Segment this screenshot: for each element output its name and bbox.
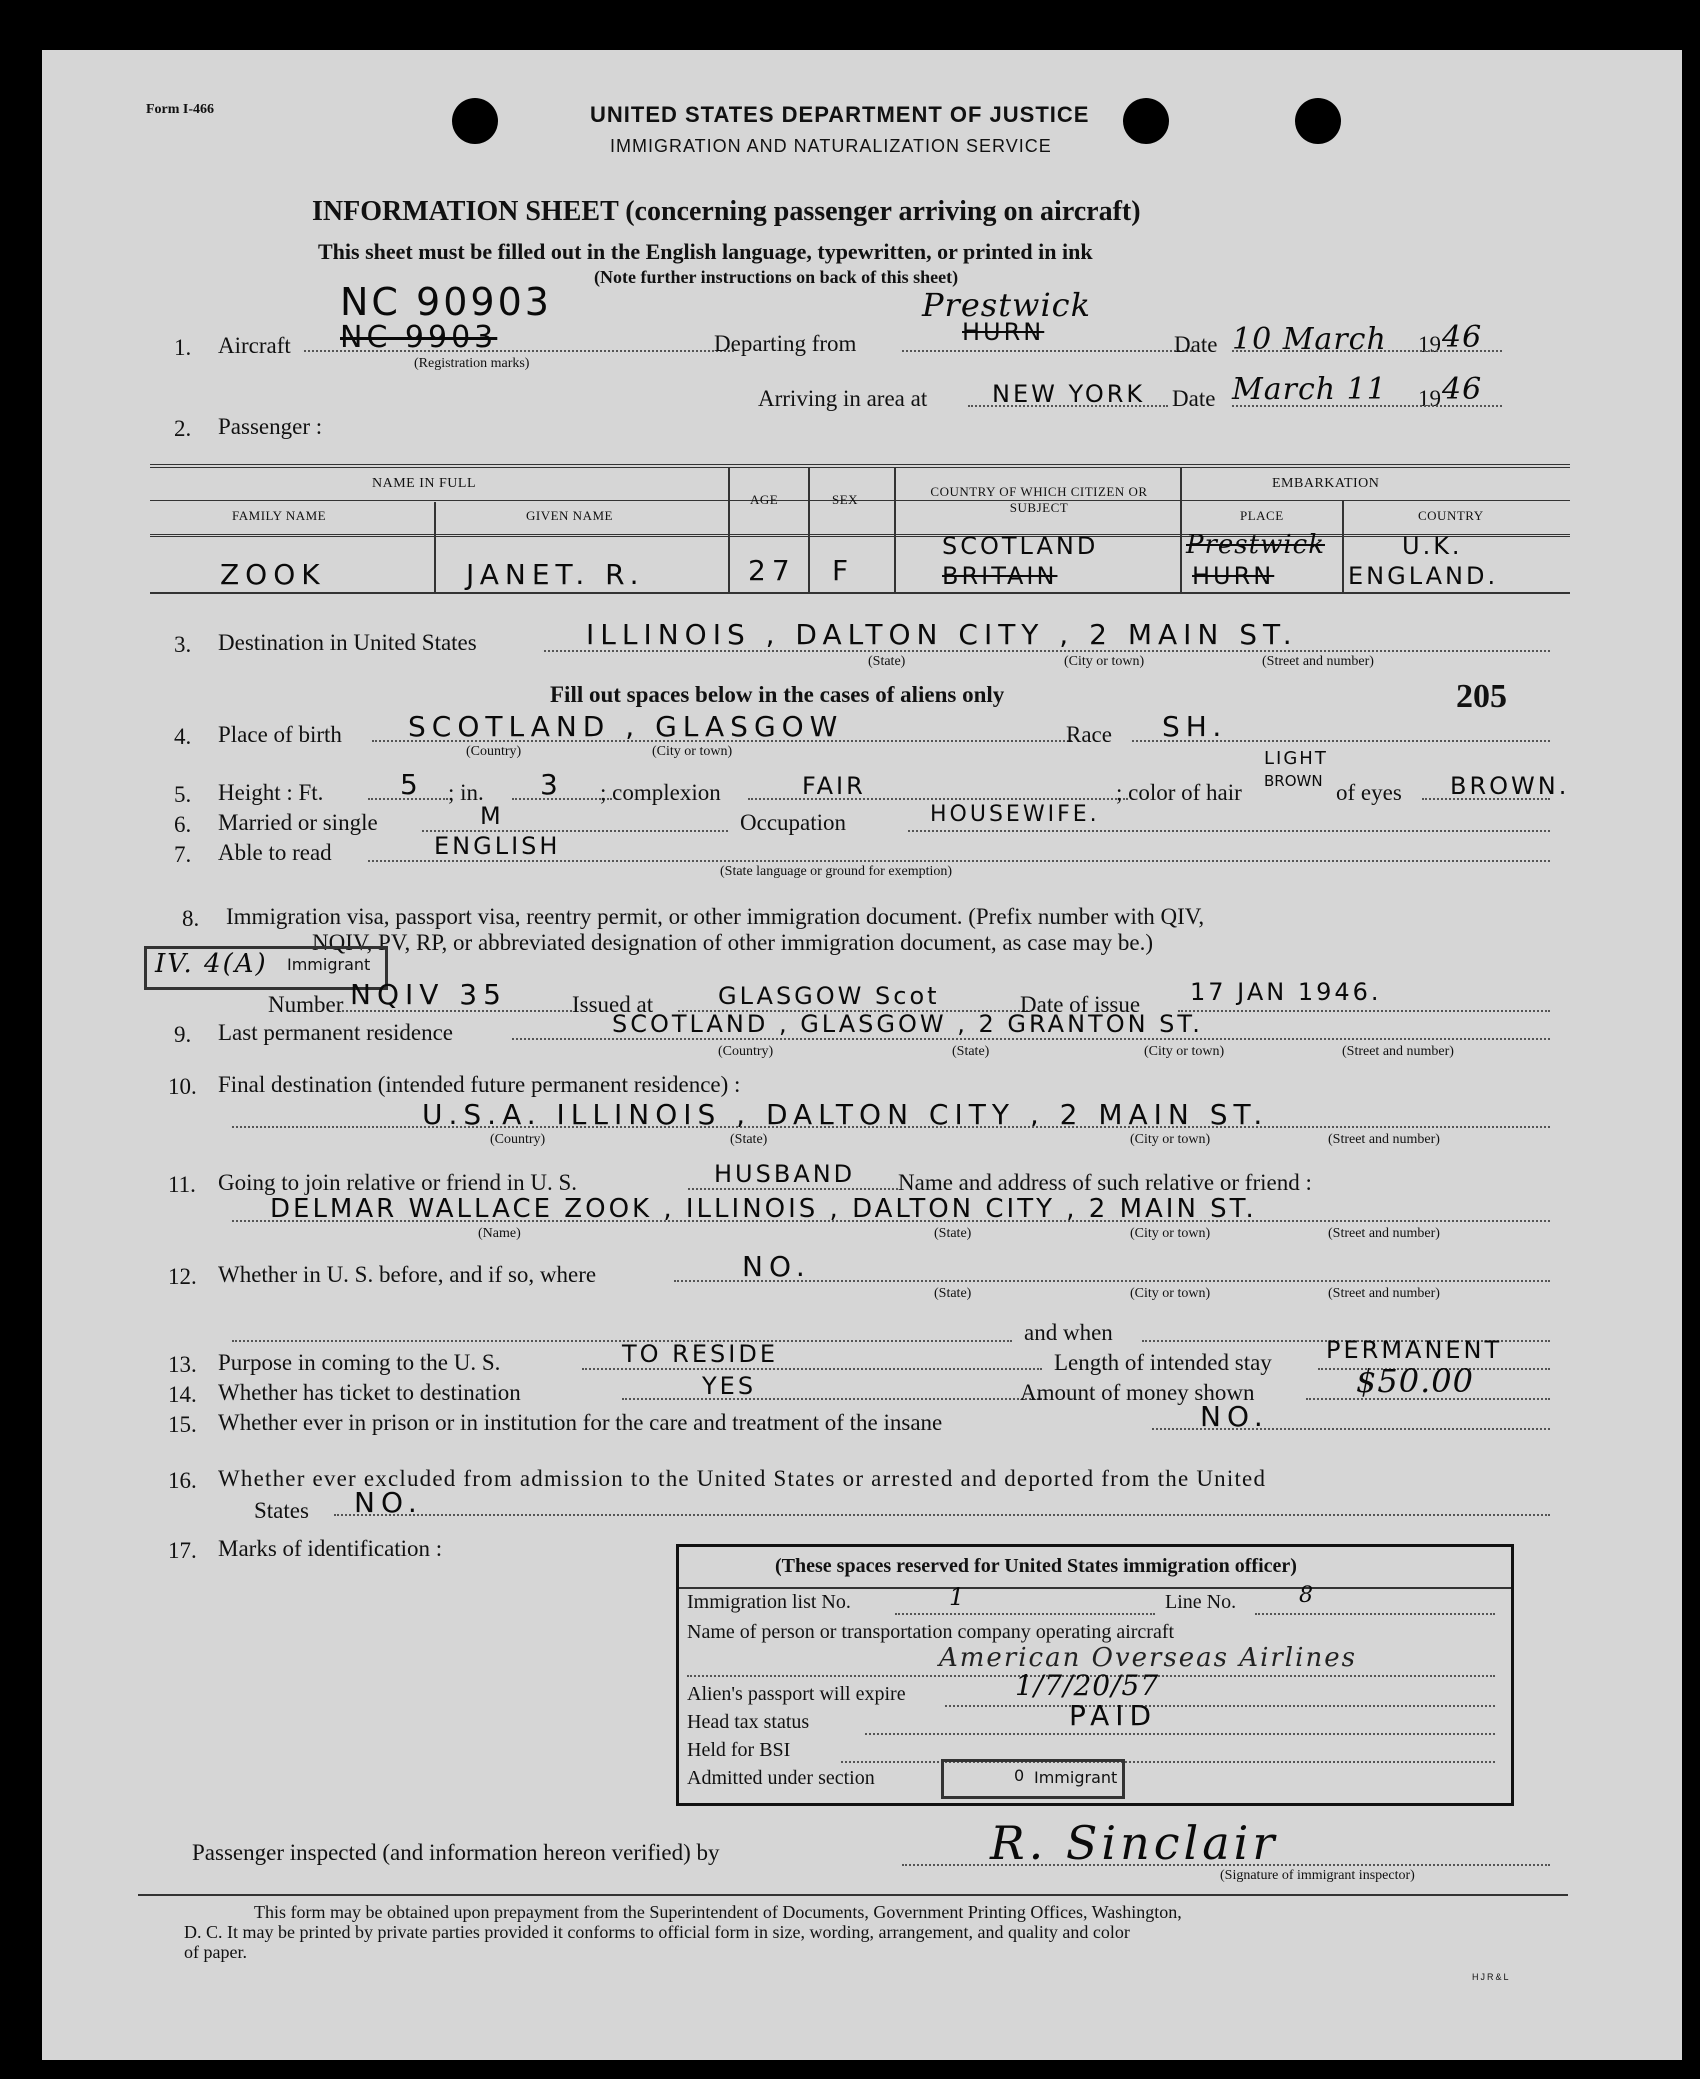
item-number: 12.: [168, 1264, 197, 1289]
visa-number-line: [342, 1010, 572, 1012]
eyes-label: of eyes: [1336, 780, 1402, 805]
visa-instructions-line1: Immigration visa, passport visa, reentry permit, or other immigration document. (Prefix number with QIV,: [226, 904, 1205, 929]
header-embarkation: EMBARKATION: [1272, 476, 1380, 491]
marks-label: Marks of identification :: [218, 1536, 443, 1561]
tax-value: PAID: [1069, 1699, 1158, 1732]
purpose-label: Purpose in coming to the U. S.: [218, 1350, 501, 1375]
caption-city: (City or town): [1130, 1132, 1211, 1147]
read-value: ENGLISH: [434, 832, 561, 860]
registration-caption: (Registration marks): [414, 356, 530, 371]
item-number: 17.: [168, 1538, 197, 1563]
item-number: 15.: [168, 1412, 197, 1437]
ticket-value: YES: [702, 1372, 757, 1400]
birthplace-value: SCOTLAND , GLASGOW: [408, 710, 844, 743]
officer-heading: (These spaces reserved for United States immigration officer): [775, 1555, 1297, 1577]
footer-rule: [138, 1894, 1568, 1896]
sex-value: F: [832, 554, 855, 587]
caption-country: (Country): [466, 744, 522, 759]
serial-number: 205: [1456, 678, 1507, 715]
final-destination-label: Final destination (intended future permanent residence) :: [218, 1072, 741, 1097]
company-value: American Overseas Airlines: [939, 1643, 1357, 1673]
departure-date: 10 March: [1232, 322, 1387, 357]
issued-value: GLASGOW Scot: [718, 982, 940, 1010]
stay-value: PERMANENT: [1326, 1336, 1503, 1364]
inspection-label: Passenger inspected (and information hereon verified) by: [192, 1840, 720, 1865]
departure-year: 46: [1442, 320, 1483, 355]
age-value: 27: [748, 554, 796, 587]
admitted-stamp-text: Immigrant: [1034, 1768, 1118, 1787]
read-caption: (State language or ground for exemption): [720, 864, 953, 879]
item-number: 1.: [174, 335, 192, 360]
caption-street: (Street and number): [1342, 1044, 1454, 1059]
officer-box: [676, 1544, 1514, 1806]
prison-line: [1152, 1428, 1550, 1430]
destination-line: [544, 650, 1550, 652]
caption-city: (City or town): [1130, 1286, 1211, 1301]
header-family-name: FAMILY NAME: [232, 508, 327, 523]
money-label: Amount of money shown: [1020, 1380, 1255, 1405]
departing-struck: HURN: [962, 318, 1045, 346]
document-page: [42, 50, 1682, 2060]
punch-hole-right: [1295, 98, 1341, 144]
item-number: 2.: [174, 416, 192, 441]
complexion-label: ; complexion: [600, 780, 721, 805]
caption-city: (City or town): [1064, 654, 1145, 669]
purpose-value: TO RESIDE: [622, 1340, 778, 1368]
item-number: 14.: [168, 1382, 197, 1407]
money-value: $50.00: [1356, 1362, 1474, 1400]
footer-code: HJR&L: [1472, 1972, 1511, 1982]
complexion-line: [748, 798, 1128, 800]
admitted-stamp: [941, 1759, 1125, 1799]
arrival-date: March 11: [1232, 372, 1387, 407]
caption-name: (Name): [478, 1226, 521, 1241]
issue-date-label: Date of issue: [1020, 992, 1141, 1017]
departing-label: Departing from: [714, 331, 857, 356]
item-number: 13.: [168, 1352, 197, 1377]
ticket-line: [622, 1398, 1042, 1400]
arrival-year-prefix: 19: [1418, 386, 1441, 411]
before-label: Whether in U. S. before, and if so, where: [218, 1262, 597, 1287]
item-number: 3.: [174, 632, 192, 657]
friend-line: [232, 1220, 1550, 1222]
line-value: 8: [1299, 1583, 1314, 1608]
excluded-line: [334, 1514, 1550, 1516]
visa-stamp-text: Immigrant: [287, 955, 371, 974]
header-given-name: GIVEN NAME: [526, 508, 613, 523]
passport-value: 1/7/20/57: [1015, 1669, 1160, 1702]
excluded-line1: Whether ever excluded from admission to the United States or arrested and deported from the United: [218, 1466, 1267, 1491]
caption-city: (City or town): [1144, 1044, 1225, 1059]
line-label: Line No.: [1165, 1591, 1237, 1613]
issued-label: Issued at: [572, 992, 654, 1017]
caption-street: (Street and number): [1262, 654, 1374, 669]
date-line: [1232, 350, 1502, 352]
arrival-date-label: Date: [1172, 386, 1216, 411]
destination-label: Destination in United States: [218, 630, 477, 655]
join-relation: HUSBAND: [714, 1160, 856, 1188]
embark-place-value: Prestwick: [1186, 530, 1325, 560]
caption-state: (State): [934, 1286, 972, 1301]
arriving-line: [968, 405, 1168, 407]
caption-country: (Country): [490, 1132, 546, 1147]
height-inches: 3: [540, 768, 564, 801]
footer-line1: This form may be obtained upon prepayment from the Superintendent of Documents, Government Printing Offices, Washington,: [254, 1902, 1182, 1922]
list-label: Immigration list No.: [687, 1591, 851, 1613]
punch-hole-left: [452, 98, 498, 144]
signature-caption: (Signature of immigrant inspector): [1220, 1868, 1415, 1883]
residence-line: [512, 1038, 1550, 1040]
item-number: 5.: [174, 782, 192, 807]
issue-date-value: 17 JAN 1946.: [1190, 978, 1382, 1006]
excluded-line2: States: [254, 1498, 309, 1523]
header-sex: SEX: [832, 492, 859, 507]
caption-city: (City or town): [652, 744, 733, 759]
caption-state: (State): [934, 1226, 972, 1241]
money-line: [1306, 1398, 1550, 1400]
caption-city: (City or town): [1130, 1226, 1211, 1241]
item-number: 8.: [182, 906, 200, 931]
hair-label: ; color of hair: [1116, 780, 1242, 805]
residence-label: Last permanent residence: [218, 1020, 453, 1045]
residence-value: SCOTLAND , GLASGOW , 2 GRANTON ST.: [612, 1010, 1203, 1038]
arriving-label: Arriving in area at: [758, 386, 928, 411]
height-label: Height : Ft.: [218, 780, 324, 805]
join-label2: Name and address of such relative or friend :: [898, 1170, 1312, 1195]
before-value: NO.: [742, 1250, 811, 1283]
ticket-label: Whether has ticket to destination: [218, 1380, 521, 1405]
arriving-value: NEW YORK: [992, 380, 1146, 408]
embark-country-value: ENGLAND.: [1348, 562, 1499, 590]
item-number: 11.: [168, 1172, 196, 1197]
aliens-heading: Fill out spaces below in the cases of aliens only: [550, 682, 1005, 707]
passenger-label: Passenger :: [218, 414, 323, 439]
form-note: (Note further instructions on back of this sheet): [594, 267, 959, 287]
year-prefix: 19: [1418, 332, 1441, 357]
caption-country: (Country): [718, 1044, 774, 1059]
inches-line: [512, 798, 612, 800]
given-name-value: JANET. R.: [466, 558, 645, 591]
prison-value: NO.: [1200, 1400, 1269, 1433]
occupation-line: [908, 830, 1550, 832]
form-number: Form I-466: [146, 102, 215, 117]
stay-label: Length of intended stay: [1054, 1350, 1272, 1375]
visa-stamp-hand: IV. 4(A): [155, 949, 268, 979]
item-number: 16.: [168, 1468, 197, 1493]
admitted-label: Admitted under section: [687, 1767, 875, 1789]
visa-number-value: NQIV 35: [350, 978, 507, 1011]
hair-value-top: LIGHT: [1264, 748, 1328, 769]
department-name: UNITED STATES DEPARTMENT OF JUSTICE: [590, 102, 1090, 127]
feet-line: [368, 798, 448, 800]
birthplace-label: Place of birth: [218, 722, 342, 747]
list-value: 1: [949, 1583, 966, 1611]
header-country: COUNTRY: [1418, 508, 1484, 523]
family-name-value: ZOOK: [220, 558, 326, 591]
citizen-struck: BRITAIN: [942, 562, 1058, 590]
final-destination-line: [232, 1126, 1550, 1128]
height-feet: 5: [400, 768, 424, 801]
item-number: 4.: [174, 724, 192, 749]
race-label: Race: [1066, 722, 1112, 747]
race-value: SH.: [1162, 710, 1228, 743]
join-line: [688, 1188, 898, 1190]
embark-place-struck: HURN: [1192, 562, 1275, 590]
header-place: PLACE: [1240, 508, 1284, 523]
arrival-year: 46: [1442, 372, 1483, 407]
prison-label: Whether ever in prison or in institution for the care and treatment of the insane: [218, 1410, 943, 1435]
arrival-date-line: [1232, 405, 1502, 407]
embark-country-top: U.K.: [1402, 532, 1463, 560]
header-country-citizen: COUNTRY OF WHICH CITIZEN OR SUBJECT: [930, 484, 1148, 515]
caption-street: (Street and number): [1328, 1226, 1440, 1241]
company-label: Name of person or transportation company operating aircraft: [687, 1621, 1175, 1643]
aircraft-registration-struck: NC 9903: [340, 320, 498, 355]
issue-date-line: [1178, 1010, 1550, 1012]
marital-label: Married or single: [218, 810, 378, 835]
service-name: IMMIGRATION AND NATURALIZATION SERVICE: [610, 136, 1052, 156]
occupation-value: HOUSEWIFE.: [930, 802, 1100, 827]
item-number: 9.: [174, 1022, 192, 1047]
visa-number-label: Number: [268, 992, 344, 1017]
excluded-value: NO.: [354, 1486, 423, 1519]
departing-line: [902, 350, 1192, 352]
occupation-label: Occupation: [740, 810, 847, 835]
marital-value: M: [480, 802, 504, 830]
form-title: INFORMATION SHEET (concerning passenger arriving on aircraft): [312, 196, 1141, 227]
header-age: AGE: [750, 492, 779, 507]
inspector-signature: R. Sinclair: [990, 1816, 1279, 1870]
aircraft-registration: NC 90903: [340, 280, 552, 324]
header-name-in-full: NAME IN FULL: [372, 476, 476, 491]
caption-street: (Street and number): [1328, 1132, 1440, 1147]
caption-street: (Street and number): [1328, 1286, 1440, 1301]
hair-value: BROWN: [1264, 772, 1323, 790]
departing-value: Prestwick: [922, 286, 1091, 324]
caption-state: (State): [952, 1044, 990, 1059]
tax-label: Head tax status: [687, 1711, 810, 1733]
caption-state: (State): [730, 1132, 768, 1147]
footer-line2: D. C. It may be printed by private parties provided it conforms to official form in size, wording, arrangement, and quality and color: [184, 1922, 1130, 1942]
item-number: 7.: [174, 842, 192, 867]
purpose-line: [582, 1368, 1042, 1370]
eyes-line: [1422, 798, 1550, 800]
passport-label: Alien's passport will expire: [687, 1683, 906, 1705]
bsi-label: Held for BSI: [687, 1739, 791, 1761]
join-label: Going to join relative or friend in U. S.: [218, 1170, 577, 1195]
caption-state: (State): [868, 654, 906, 669]
form-subtitle: This sheet must be filled out in the English language, typewritten, or printed in ink: [318, 239, 1093, 264]
read-line: [368, 860, 1550, 862]
before-line: [674, 1280, 1550, 1282]
signature-line: [902, 1864, 1550, 1866]
punch-hole-center: [1123, 98, 1169, 144]
aircraft-label: Aircraft: [218, 333, 291, 358]
footer-line3: of paper.: [184, 1942, 247, 1962]
destination-value: ILLINOIS , DALTON CITY , 2 MAIN ST.: [586, 618, 1298, 651]
read-label: Able to read: [218, 840, 332, 865]
citizen-value: SCOTLAND: [942, 532, 1099, 560]
eyes-value: BROWN.: [1450, 772, 1570, 800]
final-destination-value: U.S.A. ILLINOIS , DALTON CITY , 2 MAIN ST.: [422, 1098, 1269, 1131]
friend-value: DELMAR WALLACE ZOOK , ILLINOIS , DALTON CITY , 2 MAIN ST.: [270, 1194, 1257, 1224]
admitted-stamp-num: 0: [1014, 1766, 1025, 1785]
item-number: 10.: [168, 1074, 197, 1099]
race-line: [1132, 740, 1550, 742]
visa-instructions-line2: NQIV, PV, RP, or abbreviated designation of other immigration document, as case may be.): [312, 930, 1154, 955]
birthplace-line: [372, 740, 1072, 742]
inches-label: ; in.: [448, 780, 484, 805]
item-number: 6.: [174, 812, 192, 837]
date-label: Date: [1174, 332, 1218, 357]
complexion-value: FAIR: [802, 772, 866, 800]
aircraft-line: [304, 350, 734, 352]
when-label: and when: [1024, 1320, 1113, 1345]
